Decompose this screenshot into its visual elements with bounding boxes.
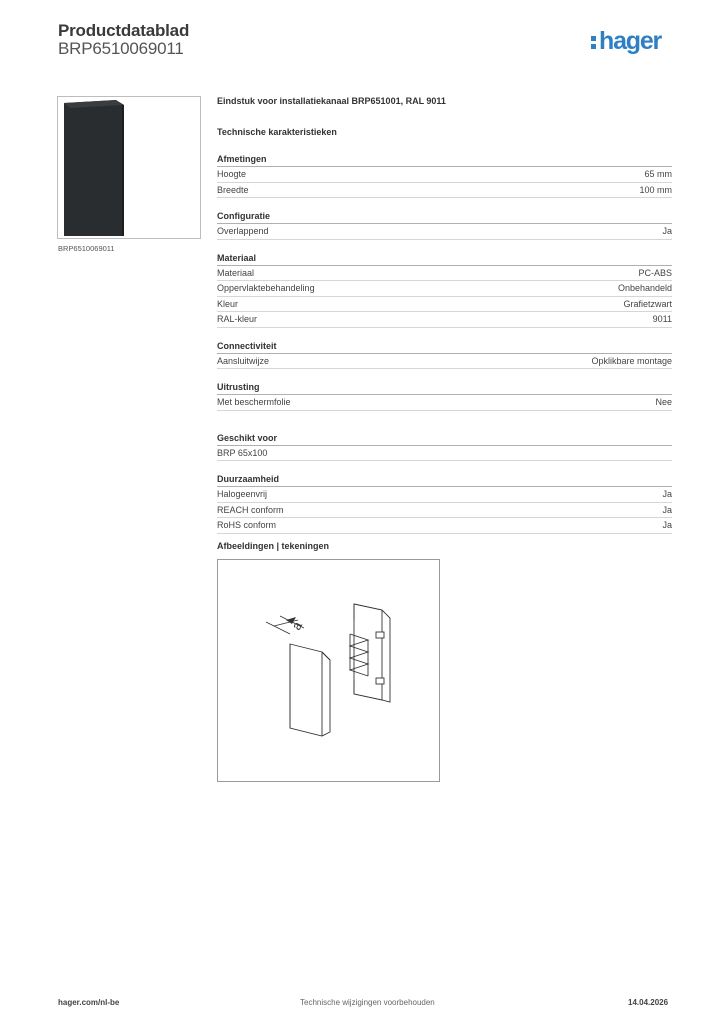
spec-row-value: 65 mm [644,169,672,179]
technical-drawing [217,559,440,782]
spec-row [217,354,672,370]
spec-section-title: Duurzaamheid [217,472,672,487]
logo-dots-icon [591,34,597,50]
spec-row-value: Ja [662,504,672,515]
spec-row-label: Overlappend [217,226,269,236]
spec-section [217,339,672,370]
spec-row [217,312,672,328]
images-title: Afbeeldingen | tekeningen [217,541,330,551]
spec-row-value: Opklikbare montage [591,355,672,366]
spec-row-label: RAL-kleur [217,314,258,324]
product-description: Eindstuk voor installatiekanaal BRP651001, RAL 9011 [217,96,446,106]
spec-row-value: Onbehandeld [617,283,672,293]
spec-section [217,431,672,462]
spec-section [217,472,672,534]
spec-section [217,209,672,240]
spec-section-title: Configuratie [217,209,672,224]
logo-text: hager [599,27,662,55]
hager-logo[interactable] [591,27,661,56]
spec-section [217,380,672,411]
spec-row-label: Hoogte [217,169,247,179]
spec-row [217,446,672,462]
footer-website[interactable]: hager.com/nl-be [58,998,120,1007]
product-photo [57,96,201,239]
spec-section-title: Afmetingen [217,152,672,167]
spec-row [217,281,672,297]
spec-panel [217,90,672,534]
spec-row-value: Grafietzwart [623,298,672,309]
spec-row-label: RoHS conform [217,520,277,530]
footer-disclaimer: Technische wijzigingen voorbehouden [300,998,435,1007]
spec-row-value: Ja [662,520,672,530]
spec-row [217,167,672,183]
spec-row-label: Aansluitwijze [217,355,270,366]
product-code: BRP6510069011 [58,39,184,58]
spec-section [217,251,672,328]
spec-row-label: REACH conform [217,504,284,515]
spec-section [217,152,672,198]
spec-heading: Technische karakteristieken [217,127,337,137]
spec-section-title: Materiaal [217,251,672,266]
spec-row [217,503,672,519]
spec-row-value: Nee [655,397,672,407]
spec-row-label: Oppervlaktebehandeling [217,283,315,293]
spec-sections [217,152,672,534]
footer-date: 14.04.2026 [628,998,669,1007]
doc-title: Productdatablad [58,21,190,40]
spec-row-value: Ja [662,489,672,499]
spec-section-title: Geschikt voor [217,431,672,446]
spec-row-value: 100 mm [639,184,672,195]
spec-row [217,224,672,240]
spec-row-label: Halogeenvrij [217,489,268,499]
dimension-label: a [288,618,306,633]
spec-row-label: BRP 65x100 [217,447,268,458]
spec-row-value: Ja [662,226,672,236]
spec-row-value: PC-ABS [638,267,672,278]
spec-row [217,183,672,199]
spec-section-title: Uitrusting [217,380,672,395]
spec-row-label: Met beschermfolie [217,397,291,407]
spec-row [217,395,672,411]
spec-row [217,266,672,282]
spec-row [217,487,672,503]
spec-row-label: Breedte [217,184,249,195]
spec-row-label: Materiaal [217,267,255,278]
spec-section-title: Connectiviteit [217,339,672,354]
spec-row-label: Kleur [217,298,239,309]
spec-row-value: 9011 [652,314,672,324]
spec-row [217,297,672,313]
spec-row [217,518,672,534]
photo-caption: BRP6510069011 [58,244,115,253]
